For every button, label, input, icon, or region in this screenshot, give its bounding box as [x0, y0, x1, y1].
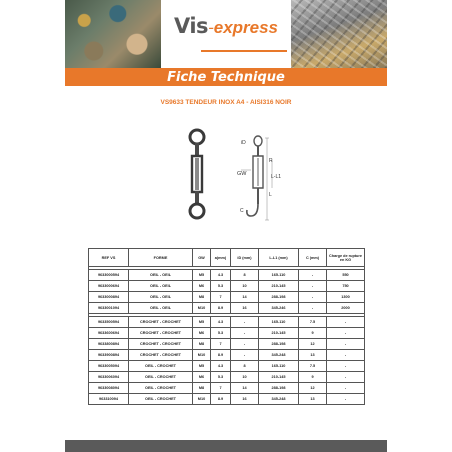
table-row — [89, 383, 365, 394]
cell-charge: - — [327, 361, 365, 372]
cell-a: 7 — [211, 292, 231, 303]
label-id: iD — [241, 140, 246, 146]
cell-id: 14 — [231, 383, 259, 394]
table-row — [89, 350, 365, 361]
header-a: a(mm) — [211, 249, 231, 267]
cell-a: 8.9 — [211, 350, 231, 361]
turnbuckle-drawing — [180, 128, 214, 220]
cell-forme: OEIL - OEIL — [129, 281, 193, 292]
cell-l-l1: 345-246 — [259, 303, 299, 314]
dimension-drawing — [237, 130, 287, 228]
cell-id: - — [231, 317, 259, 328]
cell-forme: OEIL - CROCHET — [129, 383, 193, 394]
brand-logo — [161, 14, 291, 54]
cell-a: 4.3 — [211, 317, 231, 328]
cell-id: 14 — [231, 292, 259, 303]
label-l-l1: L-L1 — [271, 174, 282, 180]
cell-c: - — [299, 270, 327, 281]
spec-table — [88, 248, 365, 405]
logo-separator: - — [208, 18, 214, 37]
cell-l-l1: 165-110 — [259, 270, 299, 281]
cell-c: 12 — [299, 339, 327, 350]
cell-charge: - — [327, 317, 365, 328]
cell-a: 4.3 — [211, 361, 231, 372]
header-id: iD (mm) — [231, 249, 259, 267]
table-row — [89, 372, 365, 383]
label-r: R — [269, 158, 273, 164]
header-photo-tools — [65, 0, 161, 68]
cell-ref: 9633006094 — [89, 372, 129, 383]
table-row — [89, 281, 365, 292]
cell-charge: - — [327, 328, 365, 339]
table-row — [89, 328, 365, 339]
cell-gw: M6 — [193, 372, 211, 383]
cell-charge: 750 — [327, 281, 365, 292]
cell-c: - — [299, 292, 327, 303]
cell-forme: CROCHET - CROCHET — [129, 350, 193, 361]
cell-a: 5.3 — [211, 372, 231, 383]
table-row — [89, 292, 365, 303]
cell-forme: OEIL - OEIL — [129, 303, 193, 314]
cell-c: 9 — [299, 328, 327, 339]
cell-charge: - — [327, 394, 365, 405]
cell-c: 7.5 — [299, 361, 327, 372]
cell-gw: M10 — [193, 303, 211, 314]
header-forme: FORME — [129, 249, 193, 267]
header-c: C (mm) — [299, 249, 327, 267]
cell-id: - — [231, 350, 259, 361]
cell-l-l1: 210-145 — [259, 372, 299, 383]
cell-c: 9 — [299, 372, 327, 383]
footer-bar — [65, 440, 387, 452]
cell-a: 8.9 — [211, 394, 231, 405]
cell-l-l1: 210-145 — [259, 281, 299, 292]
cell-charge: - — [327, 372, 365, 383]
cell-ref: 9633800894 — [89, 339, 129, 350]
cell-gw: M5 — [193, 270, 211, 281]
cell-gw: M5 — [193, 317, 211, 328]
cell-charge: - — [327, 339, 365, 350]
table-row — [89, 303, 365, 314]
cell-l-l1: 210-145 — [259, 328, 299, 339]
title-banner — [65, 68, 387, 86]
cell-l-l1: 288-198 — [259, 339, 299, 350]
cell-id: 16 — [231, 303, 259, 314]
cell-forme: CROCHET - CROCHET — [129, 317, 193, 328]
cell-l-l1: 165-110 — [259, 317, 299, 328]
label-gw: GW — [237, 171, 247, 177]
cell-ref: 9633001094 — [89, 303, 129, 314]
cell-charge: - — [327, 350, 365, 361]
cell-ref: 9633900894 — [89, 350, 129, 361]
cell-charge: - — [327, 383, 365, 394]
cell-l-l1: 165-110 — [259, 361, 299, 372]
table-row — [89, 270, 365, 281]
cell-ref: 9633600694 — [89, 328, 129, 339]
cell-forme: OEIL - OEIL — [129, 270, 193, 281]
cell-ref: 963310094 — [89, 394, 129, 405]
cell-a: 5.3 — [211, 281, 231, 292]
cell-ref: 9633500594 — [89, 317, 129, 328]
cell-ref: 9633005094 — [89, 361, 129, 372]
product-title: VS9633 TENDEUR INOX A4 - AISI316 NOIR — [160, 99, 292, 106]
cell-l-l1: 288-198 — [259, 292, 299, 303]
table-row — [89, 317, 365, 328]
cell-gw: M10 — [193, 394, 211, 405]
cell-ref: 9633000894 — [89, 292, 129, 303]
cell-a: 8.9 — [211, 303, 231, 314]
cell-gw: M6 — [193, 281, 211, 292]
header-photo-screws — [291, 0, 387, 68]
cell-gw: M8 — [193, 339, 211, 350]
cell-ref: 9633008094 — [89, 383, 129, 394]
table-header-row — [89, 249, 365, 267]
cell-id: 8 — [231, 270, 259, 281]
header-ref: REF VS — [89, 249, 129, 267]
cell-a: 4.3 — [211, 270, 231, 281]
cell-id: - — [231, 339, 259, 350]
cell-id: 10 — [231, 281, 259, 292]
cell-id: - — [231, 328, 259, 339]
logo-main-text: Vis — [173, 14, 209, 38]
cell-c: 12 — [299, 383, 327, 394]
table-row — [89, 361, 365, 372]
cell-l-l1: 288-198 — [259, 383, 299, 394]
header-gw: GW — [193, 249, 211, 267]
cell-gw: M8 — [193, 292, 211, 303]
cell-l-l1: 345-248 — [259, 350, 299, 361]
cell-forme: OEIL - CROCHET — [129, 372, 193, 383]
banner-title: Fiche Technique — [167, 70, 285, 85]
label-l: L — [269, 192, 272, 198]
cell-forme: OEIL - CROCHET — [129, 394, 193, 405]
cell-gw: M5 — [193, 361, 211, 372]
cell-a: 7 — [211, 383, 231, 394]
logo-accent-text: express — [213, 18, 279, 37]
cell-c: - — [299, 281, 327, 292]
cell-charge: 1300 — [327, 292, 365, 303]
document-page — [65, 0, 387, 452]
header-charge: Charge de rupture en KG — [327, 249, 365, 267]
label-c: C — [240, 208, 244, 214]
cell-forme: OEIL - CROCHET — [129, 361, 193, 372]
cell-id: 10 — [231, 372, 259, 383]
cell-charge: 550 — [327, 270, 365, 281]
cell-gw: M10 — [193, 350, 211, 361]
cell-c: 13 — [299, 350, 327, 361]
table-row — [89, 339, 365, 350]
cell-forme: OEIL - OEIL — [129, 292, 193, 303]
cell-gw: M8 — [193, 383, 211, 394]
cell-l-l1: 345-248 — [259, 394, 299, 405]
cell-gw: M6 — [193, 328, 211, 339]
cell-ref: 9633000594 — [89, 270, 129, 281]
cell-a: 5.3 — [211, 328, 231, 339]
cell-charge: 2000 — [327, 303, 365, 314]
cell-c: - — [299, 303, 327, 314]
table-row — [89, 394, 365, 405]
header-l-l1: L-L1 (mm) — [259, 249, 299, 267]
cell-ref: 9633000694 — [89, 281, 129, 292]
cell-id: 8 — [231, 361, 259, 372]
cell-forme: CROCHET - CROCHET — [129, 339, 193, 350]
cell-c: 13 — [299, 394, 327, 405]
cell-id: 16 — [231, 394, 259, 405]
cell-forme: CROCHET - CROCHET — [129, 328, 193, 339]
logo-underline — [201, 50, 287, 52]
cell-c: 7.5 — [299, 317, 327, 328]
cell-a: 7 — [211, 339, 231, 350]
